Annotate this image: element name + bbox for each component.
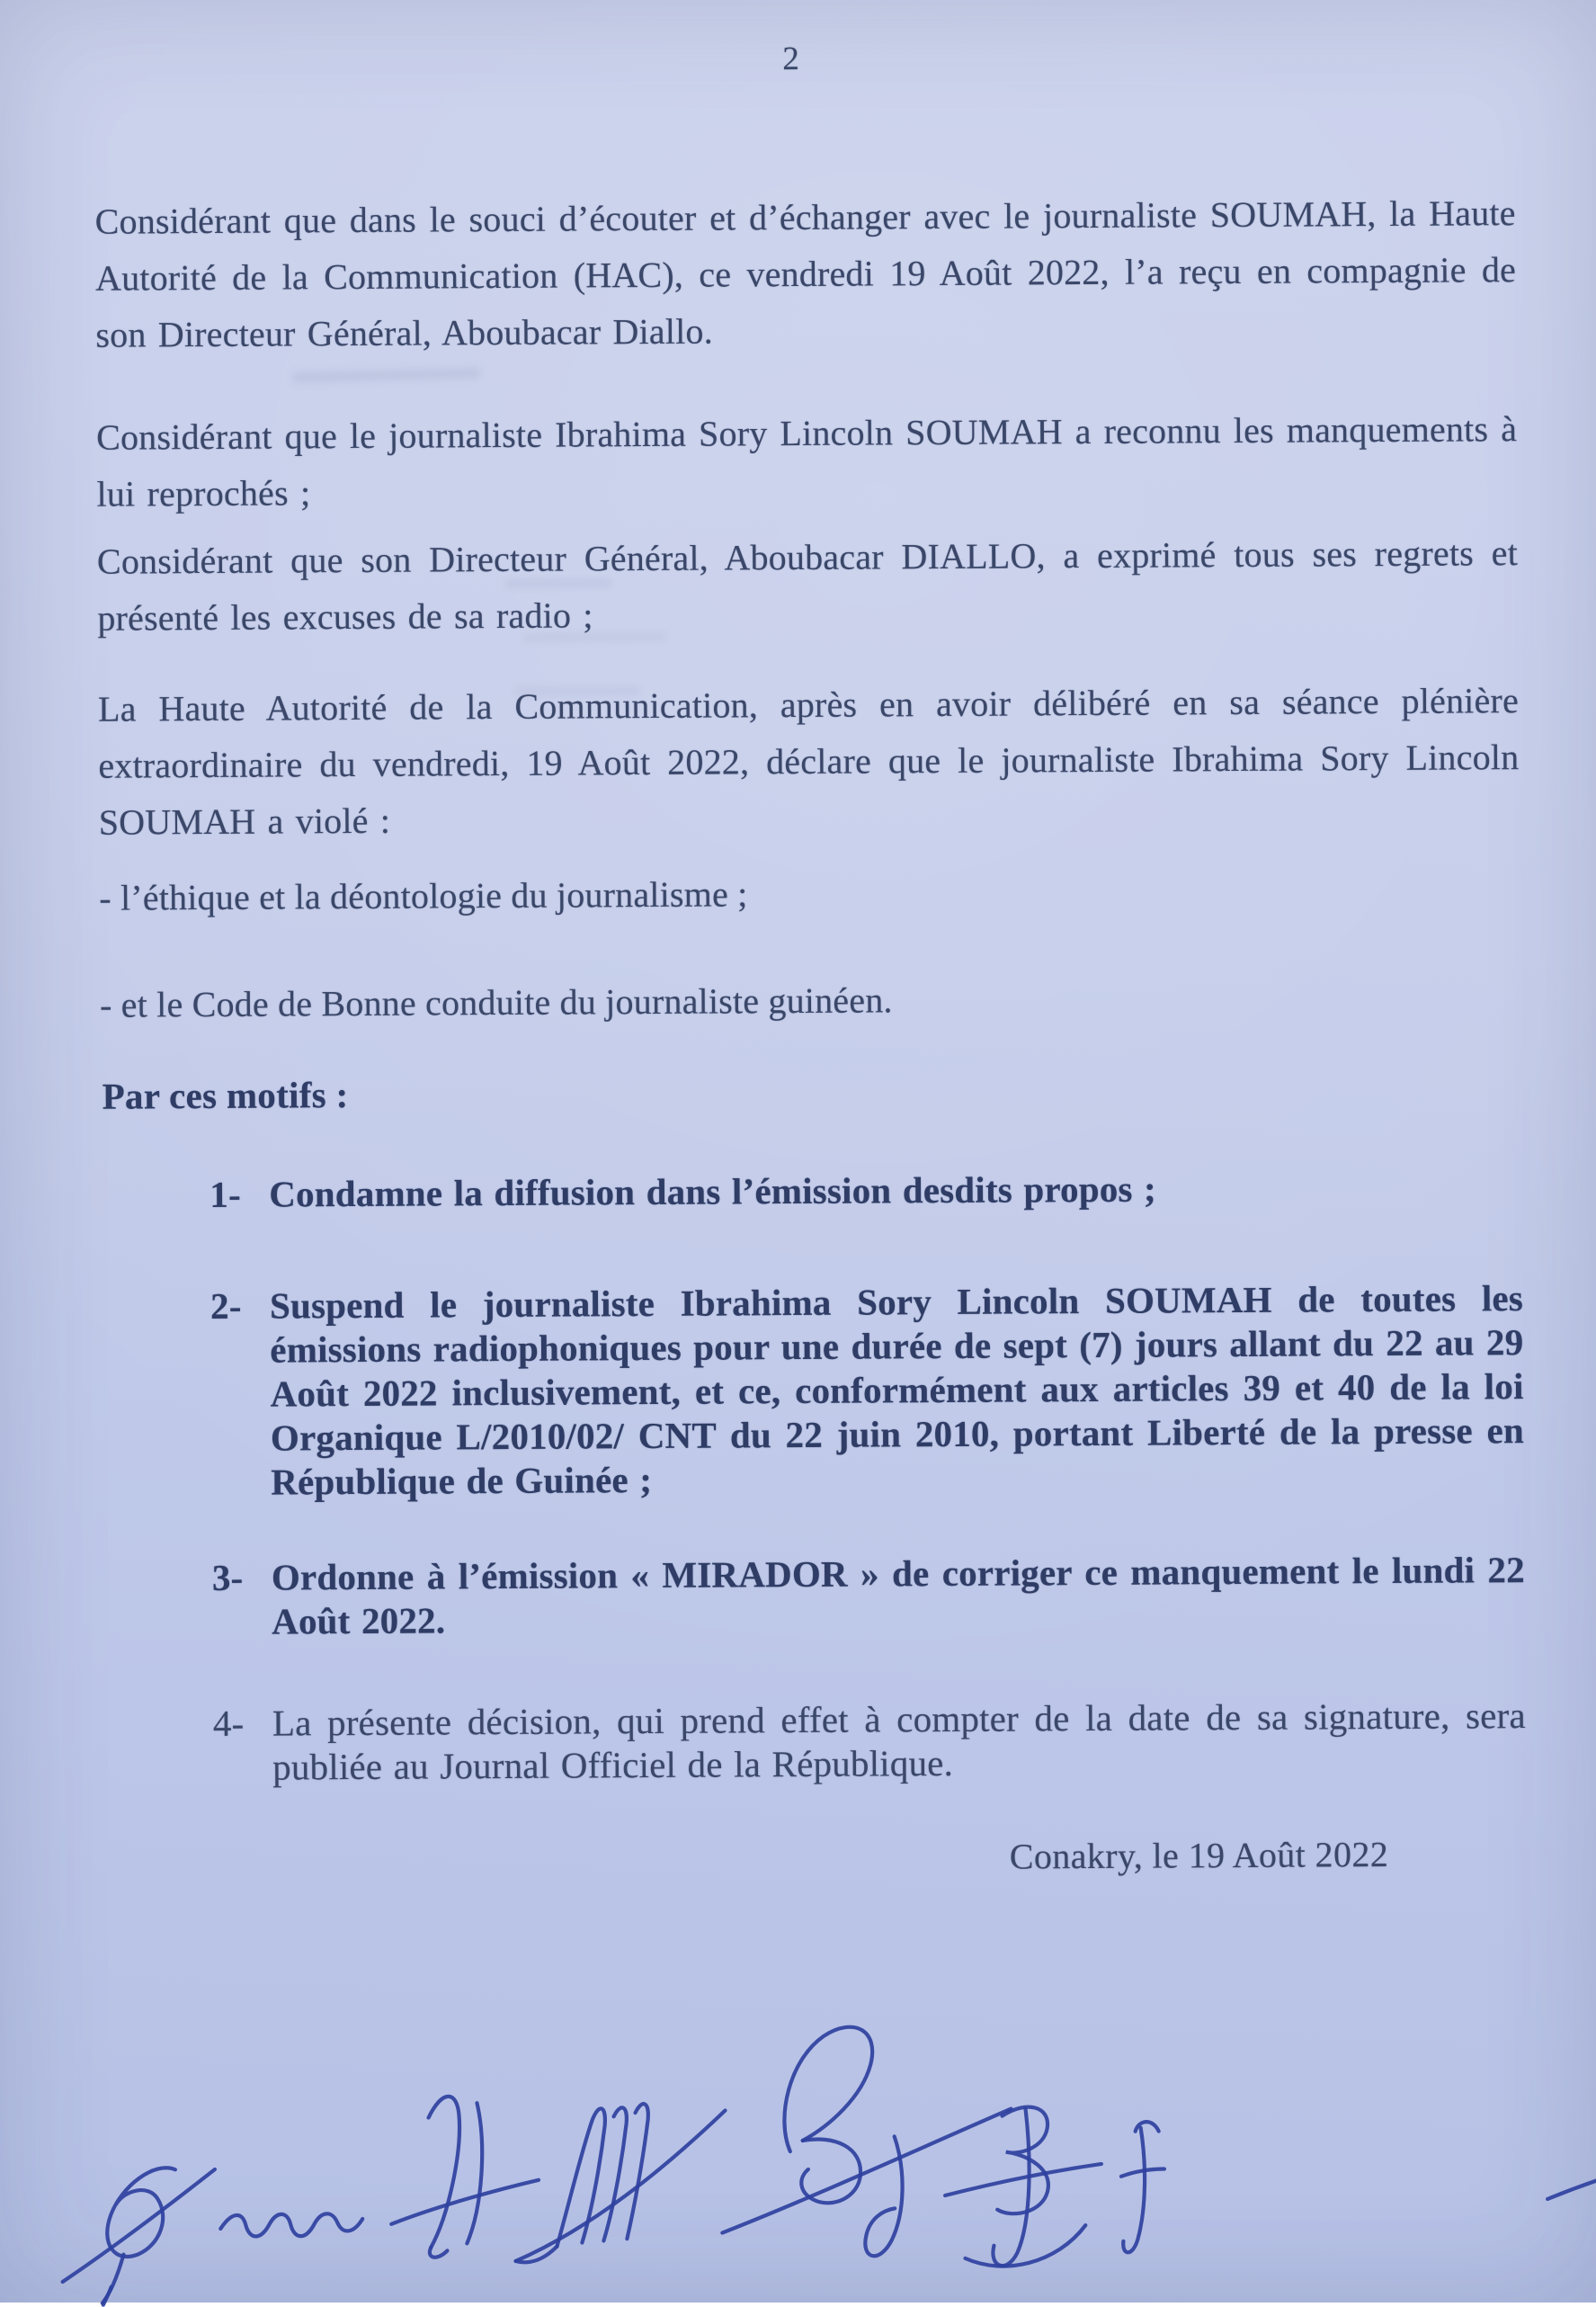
violation-item-1: - l’éthique et la déontologie du journalisme ; (99, 873, 748, 918)
bleed-through-smudge (514, 686, 640, 696)
signature-5 (721, 2026, 1012, 2258)
violation-item-2: - et le Code de Bonne conduite du journaliste guinéen. (99, 979, 893, 1025)
decision-item-4-text: La présente décision, qui prend effet à compter de la date de sa signature, sera publiée au Journal Officiel de la République. (272, 1694, 1526, 1788)
signature-2 (220, 2213, 362, 2237)
paragraph-considerant-3: Considérant que son Directeur Général, Aboubacar DIALLO, a exprimé tous ses regrets et présenté les excuses de sa radio ; (96, 532, 1519, 639)
paragraph-deliberation: La Haute Autorité de la Communication, après en avoir délibéré en sa séance plénière extraordinaire du vendredi, 19 Août 2022, déclare que le journaliste Ibrahima Sory Lincoln SOUMAH a violé : (97, 680, 1520, 843)
decision-item-3-number: 3- (211, 1556, 244, 1598)
decision-item-1 (210, 1165, 1522, 1217)
motifs-heading: Par ces motifs : (102, 1074, 349, 1117)
signature-7 (1121, 2122, 1165, 2252)
decision-item-4 (213, 1694, 1527, 1790)
signature-4 (514, 2104, 726, 2263)
dateline: Conakry, le 19 Août 2022 (1009, 1834, 1389, 1877)
decision-item-2-text: Suspend le journaliste Ibrahima Sory Lincoln SOUMAH de toutes les émissions radiophoniques pour une durée de sept (7) jours allant du 22 au 29 Août 2022 inclusivement, et ce, conformément aux articles 39 et 40 de la loi Organique L/2010/02/ CNT du 22 juin 2010, portant Liberté de la presse en République de Guinée ; (269, 1277, 1525, 1503)
page-number: 2 (782, 40, 800, 78)
decision-item-3-text: Ordonne à l’émission « MIRADOR » de corriger ce manquement le lundi 22 Août 2022. (271, 1549, 1525, 1642)
signature-1 (62, 2168, 216, 2305)
signature-stray-stroke (1547, 2179, 1596, 2199)
decision-item-2-number: 2- (210, 1284, 242, 1327)
bleed-through-smudge (292, 367, 481, 383)
decision-item-1-text: Condamne la diffusion dans l’émission desdits propos ; (269, 1167, 1157, 1215)
signature-6 (944, 2106, 1101, 2267)
decision-item-3 (212, 1548, 1526, 1644)
bleed-through-smudge (522, 632, 666, 642)
signatures-block (4, 1920, 1596, 2307)
paragraph-considerant-2: Considérant que le journaliste Ibrahima Sory Lincoln SOUMAH a reconnu les manquements à lui reprochés ; (95, 408, 1518, 514)
paragraph-considerant-1: Considérant que dans le souci d’écouter et d’échanger avec le journaliste SOUMAH, la Haute Autorité de la Communication (HAC), ce vendredi 19 Août 2022, l’a reçu en compagnie de son Directeur Général, Aboubacar Diallo. (94, 192, 1517, 355)
decision-item-2 (210, 1276, 1524, 1505)
bleed-through-smudge (504, 578, 612, 588)
signature-3 (390, 2096, 539, 2258)
decision-item-1-number: 1- (210, 1173, 241, 1215)
decision-item-4-number: 4- (212, 1702, 245, 1744)
